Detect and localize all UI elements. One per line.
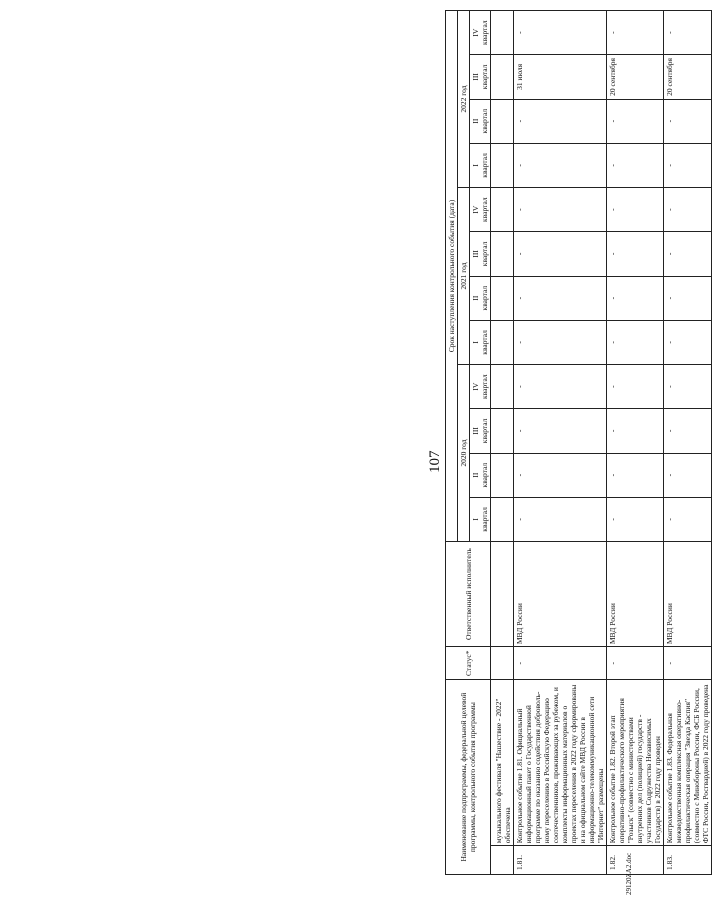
table-row xyxy=(607,11,664,875)
quarter-word: квартал xyxy=(480,241,489,267)
quarter-header xyxy=(470,232,491,276)
quarter-cell: - xyxy=(514,453,607,497)
quarter-number: III xyxy=(471,427,480,435)
quarter-number: IV xyxy=(471,382,480,391)
quarter-cell: - xyxy=(514,11,607,55)
quarter-header xyxy=(470,453,491,497)
quarter-cell: - xyxy=(607,276,664,320)
quarter-cell: 31 июля xyxy=(514,55,607,99)
page-number: 107 xyxy=(427,450,443,473)
quarter-cell: - xyxy=(514,497,607,541)
quarter-cell: - xyxy=(607,365,664,409)
quarter-header xyxy=(470,497,491,541)
quarter-cell: - xyxy=(514,188,607,232)
quarter-header xyxy=(470,320,491,364)
quarter-cell: - xyxy=(514,232,607,276)
quarter-cell: - xyxy=(664,453,712,497)
row-number: 1.81. xyxy=(514,846,607,875)
row-number: 1.83. xyxy=(664,846,712,875)
quarter-cell: - xyxy=(664,11,712,55)
row-name: Контрольное событие 1.83. Федеральная межведомственная комплексная оперативно-профилактическая операция "Звезда Каспия" (совместно с Минобороны России, ФСБ России, ФТС России, Росгвардией) в 2022 году проведена xyxy=(664,680,712,846)
continuation-row xyxy=(491,11,514,875)
quarter-word: квартал xyxy=(480,20,489,45)
quarter-word: квартал xyxy=(480,197,489,222)
quarter-number: I xyxy=(471,518,480,521)
quarter-cell: - xyxy=(607,188,664,232)
quarter-header xyxy=(470,11,491,55)
quarter-header xyxy=(470,409,491,453)
header-term: Срок наступления контрольного события (дата) xyxy=(446,11,458,542)
quarter-cell: - xyxy=(664,409,712,453)
header-year-2020: 2020 год xyxy=(458,365,470,542)
quarter-word: квартал xyxy=(480,108,489,134)
quarter-header xyxy=(470,99,491,143)
quarter-cell: - xyxy=(664,143,712,187)
quarter-header xyxy=(470,365,491,409)
file-footer: 29120ZA2.doc xyxy=(625,852,633,895)
table-body xyxy=(491,11,712,875)
control-events-table xyxy=(445,10,712,875)
quarter-number: I xyxy=(471,341,480,344)
quarter-cell: - xyxy=(607,232,664,276)
quarter-cell: - xyxy=(607,11,664,55)
quarter-cell: - xyxy=(607,409,664,453)
quarter-cell: - xyxy=(664,320,712,364)
quarter-cell: - xyxy=(607,143,664,187)
quarter-cell: - xyxy=(664,365,712,409)
quarter-cell: - xyxy=(664,276,712,320)
row-status: - xyxy=(664,647,712,680)
row-name: Контрольное событие 1.81. Официальный информационный пакет о Государственной программе по оказанию содействия доброволь-ному переселению в Российскую Федерацию соотечественников, проживающих за рубежом, и комплекты информационных материалов о проектах переселения в 2022 году сформированы и на официальном сайте МВД России в информационно-телекоммуникационной сети "Интернет" размещены xyxy=(514,680,607,846)
quarter-cell: - xyxy=(514,365,607,409)
table-row xyxy=(664,11,712,875)
row-status: - xyxy=(607,647,664,680)
table-row xyxy=(514,11,607,875)
quarter-cell: - xyxy=(664,497,712,541)
quarter-cell: - xyxy=(664,99,712,143)
quarter-cell: 20 сентября xyxy=(664,55,712,99)
header-year-2022: 2022 год xyxy=(458,11,470,188)
quarter-cell: - xyxy=(514,276,607,320)
quarter-word: квартал xyxy=(480,330,489,355)
quarter-number: II xyxy=(471,295,480,301)
quarter-cell: - xyxy=(514,409,607,453)
quarter-number: III xyxy=(471,73,480,81)
quarter-cell: - xyxy=(607,99,664,143)
row-executor: МВД России xyxy=(514,542,607,647)
quarter-number: II xyxy=(471,118,480,124)
quarter-number: I xyxy=(471,164,480,167)
quarter-number: IV xyxy=(471,28,480,37)
quarter-word: квартал xyxy=(480,462,489,488)
header-executor: Ответственный исполнитель xyxy=(446,542,491,647)
quarter-word: квартал xyxy=(480,285,489,311)
quarter-word: квартал xyxy=(480,64,489,90)
quarter-number: III xyxy=(471,250,480,258)
quarter-number: IV xyxy=(471,205,480,214)
quarter-header xyxy=(470,188,491,232)
quarter-header xyxy=(470,143,491,187)
quarter-word: квартал xyxy=(480,418,489,444)
quarter-cell: - xyxy=(607,320,664,364)
quarter-cell: 20 сентября xyxy=(607,55,664,99)
quarter-cell: - xyxy=(514,320,607,364)
quarter-header xyxy=(470,276,491,320)
header-year-2021: 2021 год xyxy=(458,188,470,365)
quarter-cell: - xyxy=(607,453,664,497)
quarter-header xyxy=(470,55,491,99)
row-status: - xyxy=(514,647,607,680)
row-name: Контрольное событие 1.82. Второй этап оперативно-профилактического мероприятия "Розыск" (совместно с министерствами внутренних дел (полицией) государств - участников Содружества Независимых Государств) в 2022 году проведен xyxy=(607,680,664,846)
quarter-cell: - xyxy=(514,99,607,143)
quarter-word: квартал xyxy=(480,153,489,178)
continuation-text: музыкального фестиваля "Нашествие - 2022" обеспечена xyxy=(491,680,514,846)
quarter-cell: - xyxy=(664,188,712,232)
header-name: Наименование подпрограммы, федеральной целевой программы, контрольного события программы xyxy=(446,680,491,875)
quarter-word: квартал xyxy=(480,374,489,399)
quarter-cell: - xyxy=(664,232,712,276)
row-executor: МВД России xyxy=(664,542,712,647)
row-number: 1.82. xyxy=(607,846,664,875)
quarter-cell: - xyxy=(607,497,664,541)
quarter-word: квартал xyxy=(480,507,489,532)
row-executor: МВД России xyxy=(607,542,664,647)
quarter-cell: - xyxy=(514,143,607,187)
quarter-number: II xyxy=(471,472,480,478)
header-status: Статус* xyxy=(446,647,491,680)
